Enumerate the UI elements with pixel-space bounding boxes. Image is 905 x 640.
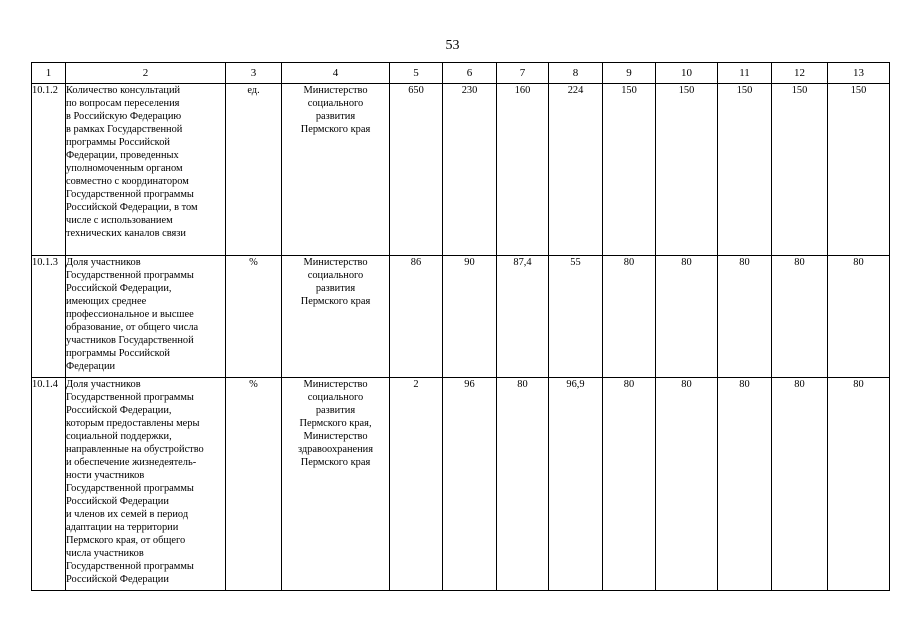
indicator-name-line: Федерации, проведенных bbox=[66, 150, 179, 161]
column-header-1: 1 bbox=[32, 63, 66, 84]
value-cell: 87,4 bbox=[497, 256, 549, 378]
unit-cell: % bbox=[226, 256, 282, 378]
indicator-name-line: социальной поддержки, bbox=[66, 431, 172, 442]
indicator-name-line: по вопросам переселения bbox=[66, 98, 180, 109]
row-code: 10.1.3 bbox=[32, 256, 66, 378]
column-header-7: 7 bbox=[497, 63, 549, 84]
indicator-name-line: которым предоставлены меры bbox=[66, 418, 200, 429]
responsible-org-line: Пермского края, bbox=[299, 418, 372, 429]
value-cell: 80 bbox=[718, 256, 772, 378]
indicator-name-line: профессиональное и высшее bbox=[66, 309, 194, 320]
value-cell: 150 bbox=[828, 84, 890, 256]
value-cell: 150 bbox=[603, 84, 656, 256]
indicator-name-line: и обеспечение жизнедеятель- bbox=[66, 457, 197, 468]
value-cell: 86 bbox=[390, 256, 443, 378]
indicator-name-line: адаптации на территории bbox=[66, 522, 179, 533]
table-row bbox=[32, 378, 890, 591]
indicator-name-line: Российской Федерации, в том bbox=[66, 202, 198, 213]
value-cell: 160 bbox=[497, 84, 549, 256]
indicator-name-line: Пермского края, от общего bbox=[66, 535, 186, 546]
indicator-name-line: образование, от общего числа bbox=[66, 322, 199, 333]
responsible-org-line: социального bbox=[307, 392, 364, 403]
responsible-org bbox=[282, 256, 390, 378]
column-header-12: 12 bbox=[772, 63, 828, 84]
indicator-name-line: Государственной программы bbox=[66, 189, 194, 200]
responsible-org-line: развития bbox=[315, 111, 356, 122]
indicator-name-line: Доля участников bbox=[66, 379, 141, 390]
column-header-10: 10 bbox=[656, 63, 718, 84]
page-number: 53 bbox=[445, 38, 460, 53]
indicator-name-line: Федерации bbox=[66, 361, 116, 372]
column-header-3: 3 bbox=[226, 63, 282, 84]
table-row bbox=[32, 256, 890, 378]
value-cell: 80 bbox=[772, 256, 828, 378]
responsible-org-line: здравоохранения bbox=[297, 444, 374, 455]
unit-cell: % bbox=[226, 378, 282, 591]
value-cell: 96,9 bbox=[549, 378, 603, 591]
indicator-name bbox=[66, 84, 226, 256]
indicator-name-line: в рамках Государственной bbox=[66, 124, 183, 135]
indicator-name-line: в Российскую Федерацию bbox=[66, 111, 182, 122]
column-header-13: 13 bbox=[828, 63, 890, 84]
indicator-name-line: Российской Федерации, bbox=[66, 405, 172, 416]
row-code: 10.1.4 bbox=[32, 378, 66, 591]
indicator-name-line: Доля участников bbox=[66, 257, 141, 268]
responsible-org-line: Пермского края bbox=[300, 457, 371, 468]
value-cell: 224 bbox=[549, 84, 603, 256]
value-cell: 650 bbox=[390, 84, 443, 256]
indicator-name-line: числа участников bbox=[66, 548, 144, 559]
indicators-table bbox=[31, 62, 890, 591]
responsible-org-line: Министерство bbox=[303, 431, 368, 442]
indicator-name-line: Российской Федерации, bbox=[66, 283, 172, 294]
column-header-9: 9 bbox=[603, 63, 656, 84]
indicator-name-line: числе с использованием bbox=[66, 215, 173, 226]
value-cell: 80 bbox=[603, 256, 656, 378]
value-cell: 80 bbox=[603, 378, 656, 591]
value-cell: 80 bbox=[828, 256, 890, 378]
column-header-2: 2 bbox=[66, 63, 226, 84]
value-cell: 80 bbox=[656, 256, 718, 378]
value-cell: 230 bbox=[443, 84, 497, 256]
value-cell: 150 bbox=[772, 84, 828, 256]
responsible-org-line: социального bbox=[307, 270, 364, 281]
value-cell: 55 bbox=[549, 256, 603, 378]
indicator-name-line: Государственной программы bbox=[66, 561, 194, 572]
table-row bbox=[32, 84, 890, 256]
indicator-name-line: Количество консультаций bbox=[66, 85, 181, 96]
indicator-name-line: Государственной программы bbox=[66, 483, 194, 494]
column-header-11: 11 bbox=[718, 63, 772, 84]
indicator-name-line: технических каналов связи bbox=[66, 228, 186, 239]
value-cell: 2 bbox=[390, 378, 443, 591]
indicator-name-line: уполномоченным органом bbox=[66, 163, 183, 174]
row-code: 10.1.2 bbox=[32, 84, 66, 256]
column-header-5: 5 bbox=[390, 63, 443, 84]
indicator-name-line: и членов их семей в период bbox=[66, 509, 189, 520]
indicator-name-line: Российской Федерации bbox=[66, 574, 169, 585]
value-cell: 150 bbox=[718, 84, 772, 256]
column-header-4: 4 bbox=[282, 63, 390, 84]
value-cell: 80 bbox=[718, 378, 772, 591]
responsible-org-line: Пермского края bbox=[300, 296, 371, 307]
responsible-org-line: развития bbox=[315, 405, 356, 416]
indicator-name-line: Государственной программы bbox=[66, 392, 194, 403]
responsible-org-line: Министерство bbox=[303, 85, 368, 96]
indicator-name-line: направленные на обустройство bbox=[66, 444, 204, 455]
column-header-6: 6 bbox=[443, 63, 497, 84]
column-header-8: 8 bbox=[549, 63, 603, 84]
value-cell: 80 bbox=[772, 378, 828, 591]
indicator-name bbox=[66, 256, 226, 378]
responsible-org-line: Пермского края bbox=[300, 124, 371, 135]
value-cell: 150 bbox=[656, 84, 718, 256]
value-cell: 96 bbox=[443, 378, 497, 591]
responsible-org bbox=[282, 84, 390, 256]
value-cell: 80 bbox=[828, 378, 890, 591]
indicator-name-line: Государственной программы bbox=[66, 270, 194, 281]
responsible-org-line: Министерство bbox=[303, 257, 368, 268]
indicator-name-line: программы Российской bbox=[66, 348, 170, 359]
responsible-org-line: развития bbox=[315, 283, 356, 294]
responsible-org-line: социального bbox=[307, 98, 364, 109]
header-row bbox=[32, 63, 890, 84]
indicator-name-line: имеющих среднее bbox=[66, 296, 147, 307]
value-cell: 80 bbox=[656, 378, 718, 591]
value-cell: 80 bbox=[497, 378, 549, 591]
indicator-name-line: участников Государственной bbox=[66, 335, 194, 346]
indicator-name-line: совместно с координатором bbox=[66, 176, 189, 187]
unit-cell: ед. bbox=[226, 84, 282, 256]
indicator-name-line: Российской Федерации bbox=[66, 496, 169, 507]
indicator-name-line: программы Российской bbox=[66, 137, 170, 148]
indicator-name-line: ности участников bbox=[66, 470, 145, 481]
responsible-org bbox=[282, 378, 390, 591]
indicator-name bbox=[66, 378, 226, 591]
value-cell: 90 bbox=[443, 256, 497, 378]
responsible-org-line: Министерство bbox=[303, 379, 368, 390]
